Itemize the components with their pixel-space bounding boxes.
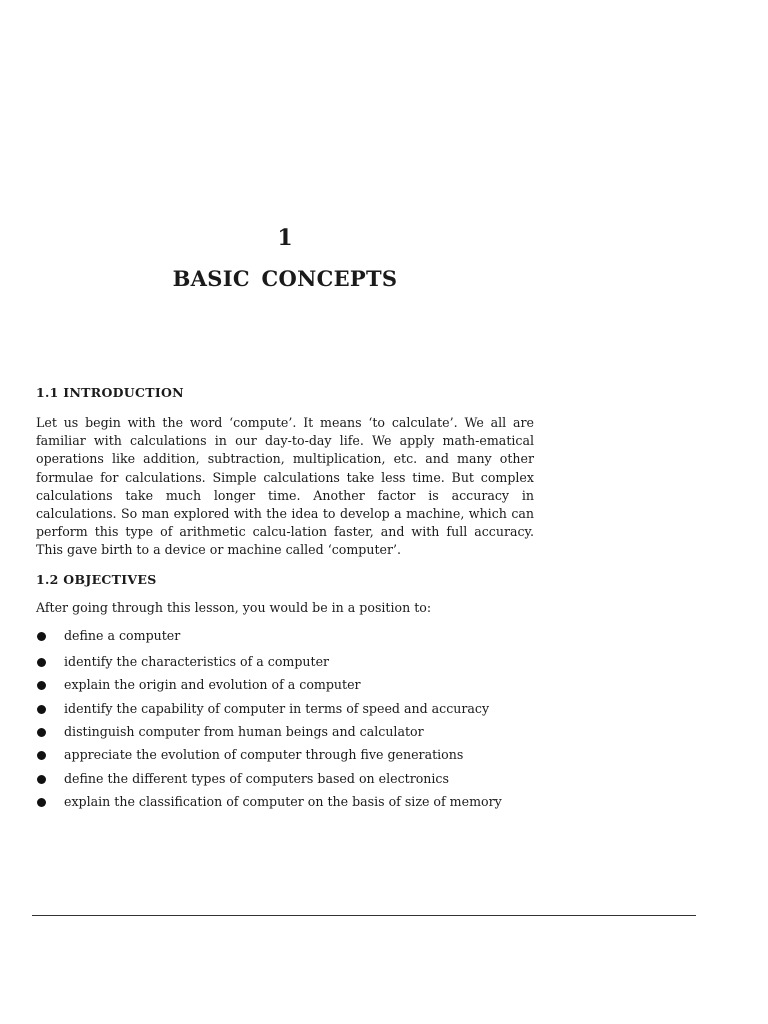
bullet-icon — [37, 632, 46, 641]
objective-text: define a computer — [64, 627, 181, 643]
objective-item — [36, 793, 534, 811]
objective-item — [36, 723, 534, 741]
objective-text: explain the classification of computer on the basis of size of memory — [64, 793, 502, 809]
bullet-icon — [37, 798, 46, 807]
objective-item — [36, 746, 534, 764]
chapter-title: BASIC CONCEPTS — [172, 266, 398, 291]
bullet-icon — [37, 751, 46, 760]
bullet-icon — [37, 728, 46, 737]
section-heading-introduction: 1.1 INTRODUCTION — [36, 385, 184, 400]
objectives-list — [36, 627, 534, 811]
bullet-icon — [37, 775, 46, 784]
introduction-paragraph: Let us begin with the word ‘compute’. It means ‘to calculate’. We all are familiar with calculations in our day-to-day life. We apply math-ematical operations like addition, subtraction, multiplication, etc. and many other formulae for calculations. Simple calculations take less time. But complex calculations take much longer time. Another factor is accuracy in calculations. So man explored with the idea to develop a machine, which can perform this type of arithmetic calcu-lation faster, and with full accuracy. This gave birth to a device or machine called ‘computer’. — [36, 415, 534, 558]
objective-text: explain the origin and evolution of a computer — [64, 677, 361, 693]
objectives-lead-text: After going through this lesson, you would be in a position to: — [36, 599, 432, 615]
objective-item — [36, 770, 534, 788]
objective-text: identify the characteristics of a computer — [64, 654, 330, 670]
objective-item — [36, 653, 534, 671]
page-content — [36, 384, 534, 816]
bullet-icon — [37, 658, 46, 667]
objective-item — [36, 700, 534, 718]
objective-item — [36, 676, 534, 694]
bullet-icon — [37, 705, 46, 714]
objective-text: appreciate the evolution of computer through five generations — [64, 747, 464, 763]
section-heading-objectives: 1.2 OBJECTIVES — [36, 571, 157, 587]
chapter-number: 1 — [277, 225, 293, 251]
objective-text: distinguish computer from human beings and calculator — [64, 724, 424, 740]
bullet-icon — [37, 681, 46, 690]
footer-divider — [32, 915, 696, 916]
objective-text: define the different types of computers based on electronics — [64, 770, 449, 786]
objective-text: identify the capability of computer in terms of speed and accuracy — [64, 700, 490, 716]
objective-item — [36, 627, 534, 645]
